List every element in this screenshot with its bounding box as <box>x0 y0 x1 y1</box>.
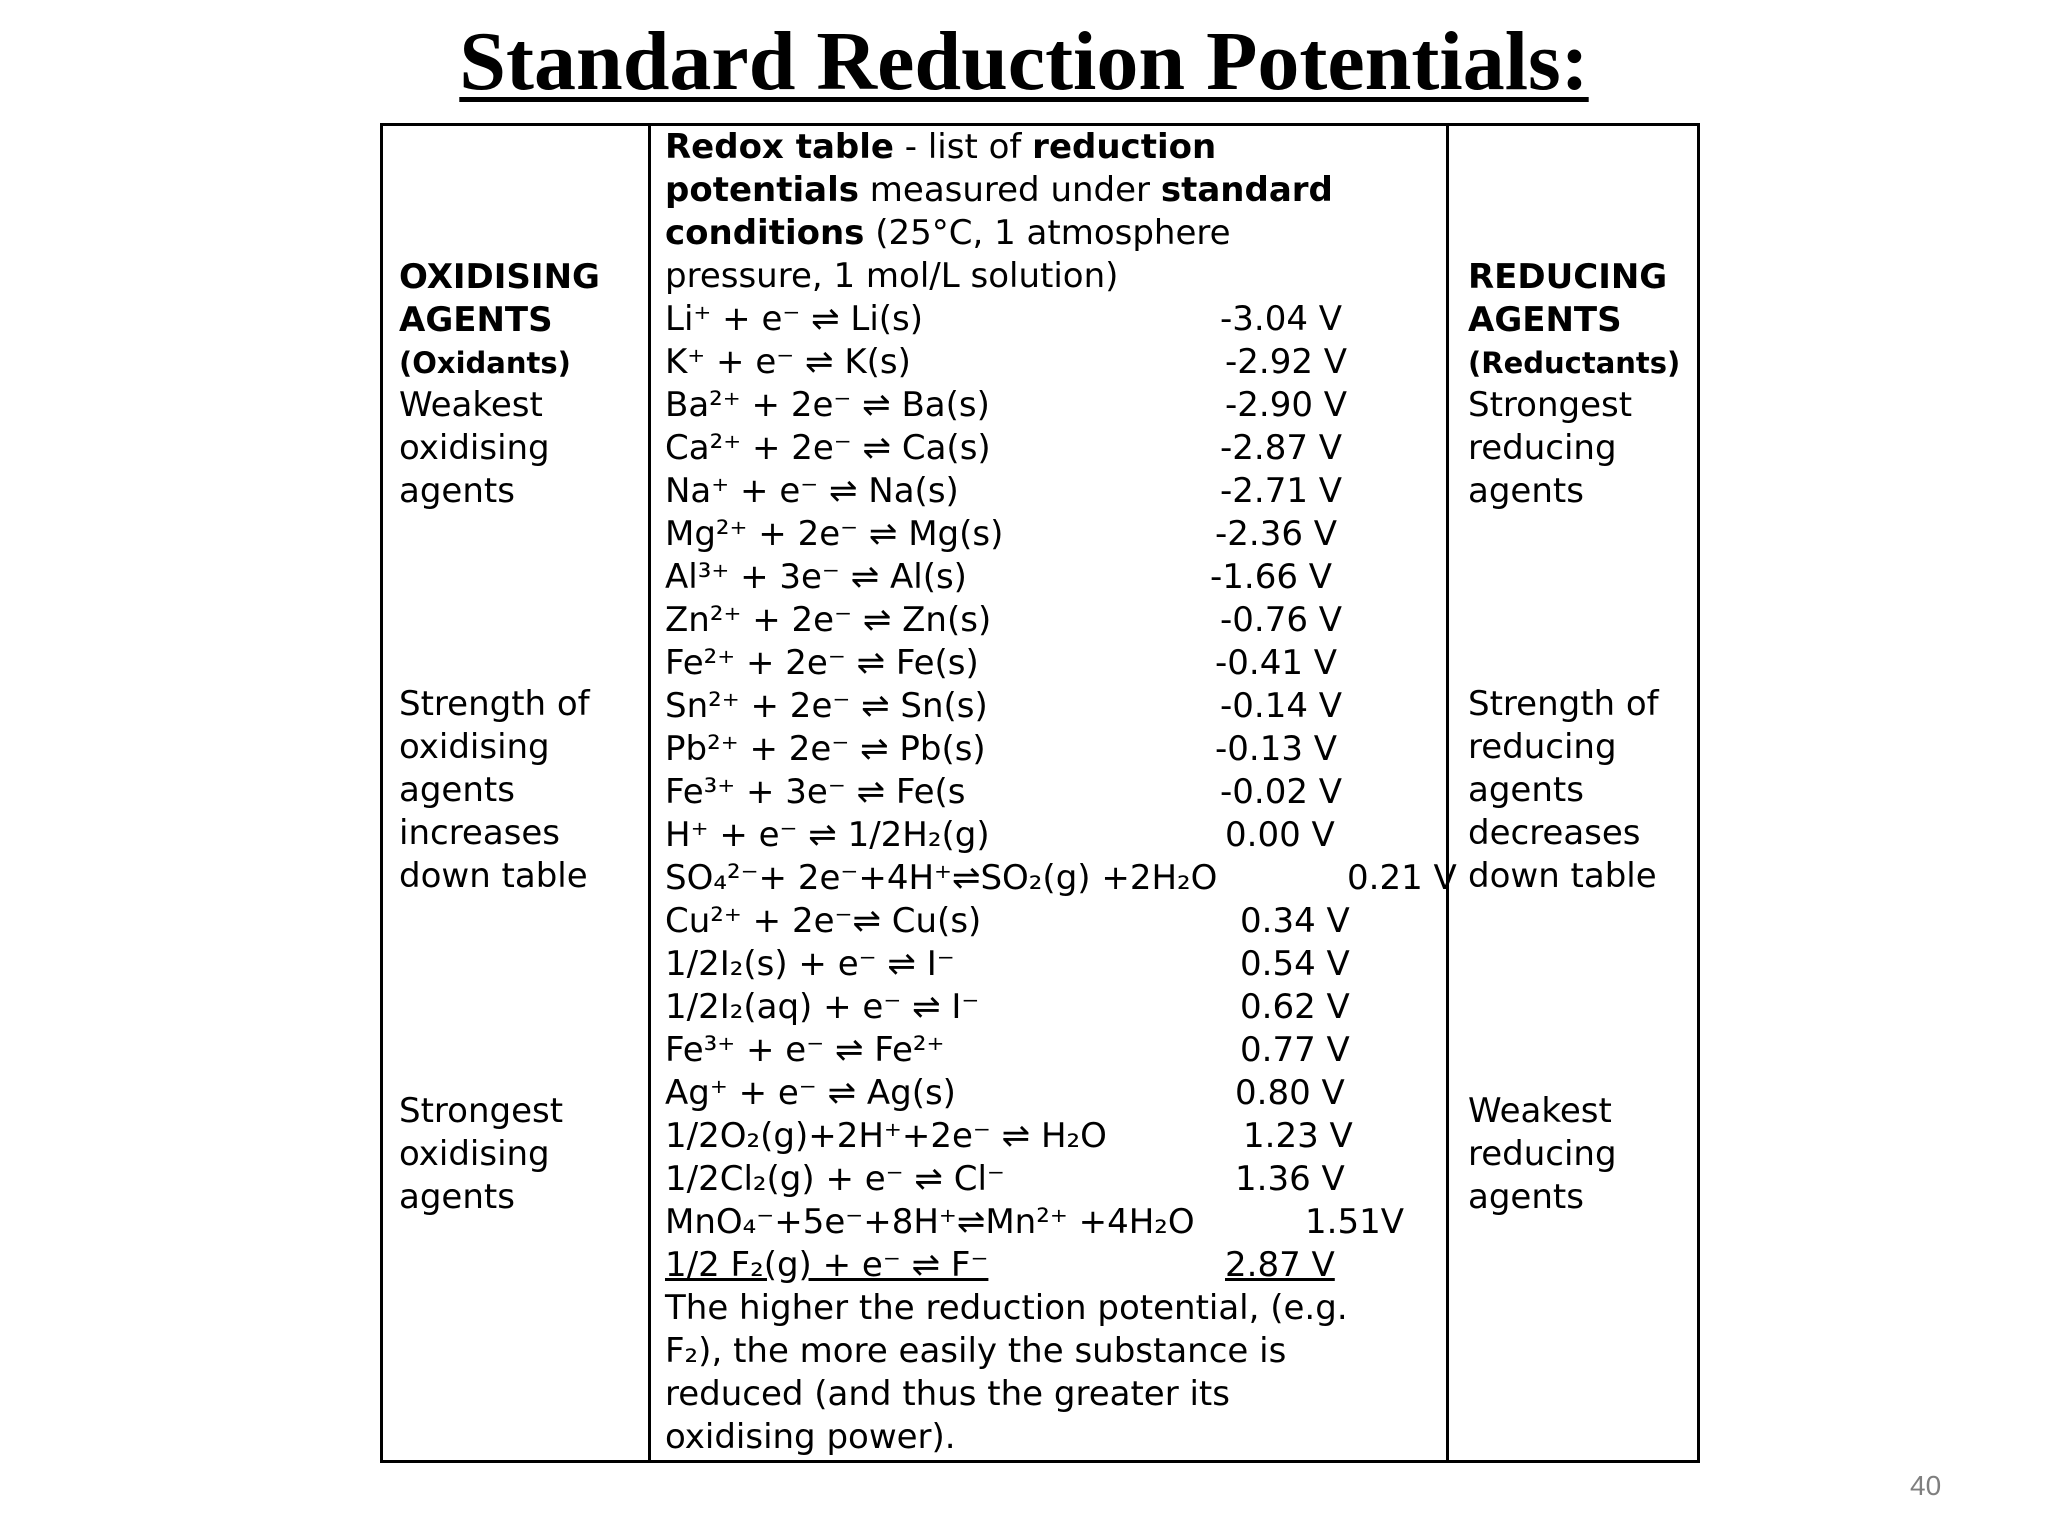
oxidising-agents-column <box>399 126 629 1460</box>
intro-line <box>665 126 1216 169</box>
reaction-row <box>665 470 1450 513</box>
reaction-row <box>665 857 1457 900</box>
redox-table <box>380 123 1700 1463</box>
reduction-potential: -3.04 V <box>1220 299 1343 339</box>
reaction-row <box>665 685 1450 728</box>
left-middle-note-line: increases <box>399 813 561 853</box>
half-equation: 1/2I₂(s) + e⁻ ⇌ I⁻ <box>665 944 955 984</box>
reaction-row <box>665 513 1450 556</box>
reduction-potential: -1.66 V <box>1210 557 1333 597</box>
intro-line <box>665 169 1333 212</box>
reduction-potential: 1.36 V <box>1235 1159 1345 1199</box>
half-equation: 1/2O₂(g)+2H⁺+2e⁻ ⇌ H₂O <box>665 1116 1107 1156</box>
intro-bold-term: Redox table <box>665 127 894 167</box>
reaction-row <box>665 1115 1450 1158</box>
reduction-potential: 1.51V <box>1305 1202 1404 1242</box>
right-bottom-note-line: Weakest <box>1468 1091 1612 1131</box>
reaction-row <box>665 728 1450 771</box>
intro-bold-term: standard <box>1160 170 1333 210</box>
column-divider-left <box>648 126 651 1460</box>
right-subheading: (Reductants) <box>1468 346 1681 380</box>
reaction-row <box>665 900 1450 943</box>
right-heading-line2: AGENTS <box>1468 300 1622 340</box>
half-equation: 1/2Cl₂(g) + e⁻ ⇌ Cl⁻ <box>665 1159 1005 1199</box>
half-equation: 1/2I₂(aq) + e⁻ ⇌ I⁻ <box>665 987 980 1027</box>
reduction-potential: -0.14 V <box>1220 686 1343 726</box>
reaction-row <box>665 1158 1450 1201</box>
right-bottom-note-line: reducing <box>1468 1134 1617 1174</box>
reaction-row <box>665 298 1450 341</box>
half-equation: K⁺ + e⁻ ⇌ K(s) <box>665 342 911 382</box>
right-bottom-note-line: agents <box>1468 1177 1584 1217</box>
left-heading-line1: OXIDISING <box>399 257 600 297</box>
reduction-potential: 0.54 V <box>1240 944 1350 984</box>
half-equation: Fe²⁺ + 2e⁻ ⇌ Fe(s) <box>665 643 979 683</box>
half-equation: Li⁺ + e⁻ ⇌ Li(s) <box>665 299 924 339</box>
right-middle-note-line: down table <box>1468 856 1657 896</box>
reduction-potential: 2.87 V <box>1225 1245 1335 1285</box>
footer-note-line: The higher the reduction potential, (e.g. <box>665 1288 1348 1328</box>
footer-note-line: oxidising power). <box>665 1417 956 1457</box>
reaction-row <box>665 814 1450 857</box>
half-equation: Al³⁺ + 3e⁻ ⇌ Al(s) <box>665 557 967 597</box>
half-equation: SO₄²⁻+ 2e⁻+4H⁺⇌SO₂(g) +2H₂O <box>665 858 1218 898</box>
page-title-text: Standard Reduction Potentials: <box>459 15 1589 108</box>
right-middle-note-line: decreases <box>1468 813 1641 853</box>
footer-note-line: reduced (and thus the greater its <box>665 1374 1230 1414</box>
reaction-row <box>665 642 1450 685</box>
reduction-potential: 1.23 V <box>1243 1116 1353 1156</box>
half-equation: Sn²⁺ + 2e⁻ ⇌ Sn(s) <box>665 686 988 726</box>
reduction-potential: -2.92 V <box>1225 342 1348 382</box>
reducing-agents-column <box>1468 126 1698 1460</box>
reduction-potential: -2.90 V <box>1225 385 1348 425</box>
reduction-potential: 0.80 V <box>1235 1073 1345 1113</box>
intro-line: pressure, 1 mol/L solution) <box>665 256 1119 296</box>
page-number: 40 <box>1910 1470 1942 1501</box>
right-middle-note-line: reducing <box>1468 727 1617 767</box>
right-heading-line1: REDUCING <box>1468 257 1668 297</box>
reduction-potential: 0.00 V <box>1225 815 1335 855</box>
half-equation: Na⁺ + e⁻ ⇌ Na(s) <box>665 471 959 511</box>
left-middle-note-line: Strength of <box>399 684 590 724</box>
right-middle-note-line: Strength of <box>1468 684 1659 724</box>
left-top-note-line: agents <box>399 471 515 511</box>
reaction-row <box>665 556 1450 599</box>
reaction-row <box>665 1201 1450 1244</box>
half-equation: H⁺ + e⁻ ⇌ 1/2H₂(g) <box>665 815 990 855</box>
reaction-row <box>665 1072 1450 1115</box>
half-equation: MnO₄⁻+5e⁻+8H⁺⇌Mn²⁺ +4H₂O <box>665 1202 1195 1242</box>
reaction-row <box>665 599 1450 642</box>
reaction-row <box>665 986 1450 1029</box>
half-equation: Ca²⁺ + 2e⁻ ⇌ Ca(s) <box>665 428 991 468</box>
left-middle-note-line: agents <box>399 770 515 810</box>
left-top-note-line: oxidising <box>399 428 550 468</box>
reduction-potential: 0.77 V <box>1240 1030 1350 1070</box>
reduction-potential: -0.02 V <box>1220 772 1343 812</box>
half-equation: Fe³⁺ + 3e⁻ ⇌ Fe(s <box>665 772 966 812</box>
intro-text: measured under <box>858 170 1161 210</box>
right-top-note-line: reducing <box>1468 428 1617 468</box>
left-top-note-line: Weakest <box>399 385 543 425</box>
half-equation: Pb²⁺ + 2e⁻ ⇌ Pb(s) <box>665 729 986 769</box>
reaction-row <box>665 771 1450 814</box>
reactions-column <box>665 126 1457 1460</box>
half-equation: Mg²⁺ + 2e⁻ ⇌ Mg(s) <box>665 514 1004 554</box>
reduction-potential: 0.62 V <box>1240 987 1350 1027</box>
intro-bold-term: conditions <box>665 213 865 253</box>
left-bottom-note-line: agents <box>399 1177 515 1217</box>
intro-text: (25°C, 1 atmosphere <box>864 213 1231 253</box>
reaction-row <box>665 1029 1450 1072</box>
reduction-potential: -0.41 V <box>1215 643 1338 683</box>
reaction-row <box>665 1244 1340 1287</box>
reduction-potential: -0.76 V <box>1220 600 1343 640</box>
left-subheading: (Oxidants) <box>399 346 571 380</box>
half-equation: Zn²⁺ + 2e⁻ ⇌ Zn(s) <box>665 600 992 640</box>
intro-bold-term: potentials <box>665 170 859 210</box>
page-title <box>0 14 2048 110</box>
reaction-row <box>665 427 1450 470</box>
reduction-potential: 0.34 V <box>1240 901 1350 941</box>
left-middle-note-line: oxidising <box>399 727 550 767</box>
half-equation: Fe³⁺ + e⁻ ⇌ Fe²⁺ <box>665 1030 945 1070</box>
half-equation: 1/2 F₂(g) + e⁻ ⇌ F⁻ <box>665 1245 989 1285</box>
reduction-potential: -0.13 V <box>1215 729 1338 769</box>
right-top-note-line: Strongest <box>1468 385 1633 425</box>
reaction-row <box>665 943 1450 986</box>
right-top-note-line: agents <box>1468 471 1584 511</box>
reduction-potential: -2.71 V <box>1220 471 1343 511</box>
left-bottom-note-line: Strongest <box>399 1091 564 1131</box>
intro-text: - list of <box>893 127 1033 167</box>
left-heading-line2: AGENTS <box>399 300 553 340</box>
intro-line <box>665 212 1231 255</box>
reaction-row <box>665 341 1450 384</box>
half-equation: Ag⁺ + e⁻ ⇌ Ag(s) <box>665 1073 956 1113</box>
left-bottom-note-line: oxidising <box>399 1134 550 1174</box>
half-equation: Cu²⁺ + 2e⁻⇌ Cu(s) <box>665 901 982 941</box>
right-middle-note-line: agents <box>1468 770 1584 810</box>
reduction-potential: -2.36 V <box>1215 514 1338 554</box>
intro-bold-term: reduction <box>1032 127 1217 167</box>
left-middle-note-line: down table <box>399 856 588 896</box>
reaction-row <box>665 384 1450 427</box>
footer-note-line: F₂), the more easily the substance is <box>665 1331 1287 1371</box>
reduction-potential: 0.21 V <box>1347 858 1457 898</box>
reduction-potential: -2.87 V <box>1220 428 1343 468</box>
half-equation: Ba²⁺ + 2e⁻ ⇌ Ba(s) <box>665 385 990 425</box>
